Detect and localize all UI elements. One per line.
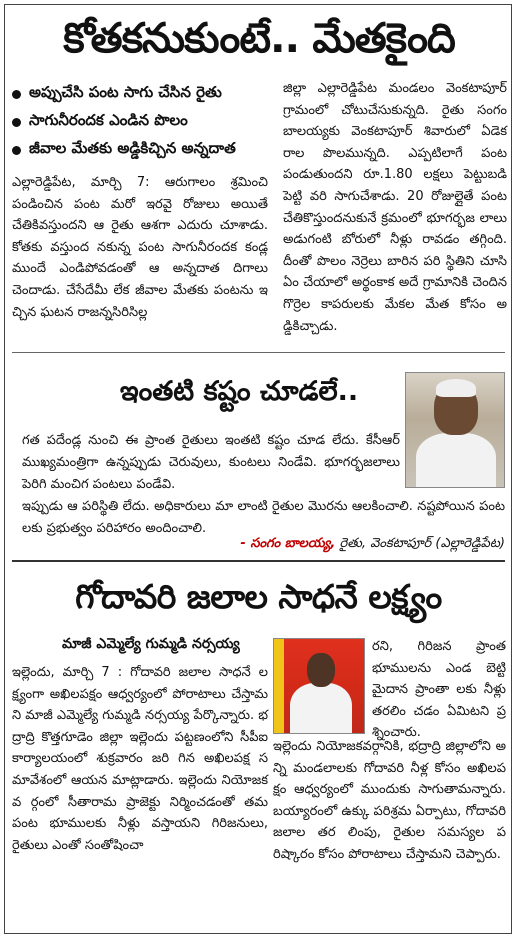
story1-right-column: జిల్లా ఎల్లారెడ్డిపేట మండలం వెంకటాపూర్ గ్రామంలో చోటుచేసుకున్నది. రైతు సంగం బాలయ్యకు వెంకటాపూర్ శివారులో ఏడెక రాల పొలమున్నది. ఎప్పటిలాగే పంట పండుతుందని రూ.1.80 లక్షలు పెట్టుబడి పెట్టి వరి సాగుచేశాడు. 20 రోజుల్లైతే పంట చేతికొస్తుందనుకునే క్రమంలో భూగర్భజ లాలు అడుగంటి బోరులో నీళ్లు రావడం తగ్గింది. దీంతో పొలం నెర్రెలు బారిన పరి స్థితిని చూసి ఏం చేయాలో అర్థంకాక అదే గ్రామానికి చెందిన గొర్రెల కాపరులకు మేకల మేత కోసం అడ్డికిచ్చాడు.	[283, 81, 507, 334]
bullet-text: సాగునీరందక ఎండిన పొలం	[29, 111, 188, 129]
story2-byline: మాజీ ఎమ్మెల్యే గుమ్మడి నర్సయ్య	[62, 636, 240, 652]
story1-left-column: ఎల్లారెడ్డిపేట, మార్చి 7: ఆరుగాలం శ్రమించి పండించిన పంట మరో ఇరవై రోజులు అయితే చేతికివస్తుందని ఆ రైతు ఆశగా ఎదురు చూశాడు. కోతకు వస్తుంద నకున్న పంట సాగునీరందక కండ్ల ముందే ఎండిపోవడంతో ఆ అన్నదాత దిగాలు చెందాడు. చేసేదేమీ లేక జీవాల మేతకు పంటను ఇచ్చిన ఘటన రాజన్నసిరిసిల్ల	[12, 175, 268, 320]
bullet-dot-icon	[12, 118, 21, 127]
divider	[12, 352, 505, 353]
photo-banner	[274, 639, 284, 734]
photo-shirt	[416, 433, 496, 488]
box-headline: ఇంతటి కష్టం చూడలే..	[120, 376, 359, 407]
bullet-item	[12, 80, 270, 108]
bullet-dot-icon	[12, 90, 21, 99]
farmer-photo	[405, 372, 505, 488]
story2-right-column-top: రని, గిరిజన ప్రాంత భూములను ఎండ బెట్టి మైదాన ప్రాంతా లకు నీళ్లు తరలిం చడం ఏమిటని ప్రశ్నించారు.	[372, 639, 506, 741]
photo-hair	[436, 379, 476, 397]
story2-headline: గోదావరి జలాల సాధనే లక్ష్యం	[75, 577, 442, 616]
section-divider	[12, 560, 505, 562]
bullet-text: అప్పుచేసి పంట సాగు చేసిన రైతు	[29, 83, 222, 101]
leader-photo	[273, 638, 365, 734]
story2-right-column-bottom: ఇల్లెందు నియోజకవర్గానికి, భద్రాద్రి జిల్లాలోని అన్ని మండలాలకు గోదావరి నీళ్ల కోసం అఖిలపక్షం ఆధ్వర్యంలో ముందుకు సాగుతామన్నారు. బయ్యారంలో ఉక్కు పరిశ్రమ ఏర్పాటు, గోదావరి జలాల తర లింపు, రైతుల సమస్యల పరిష్కారం కోసం పోరాటాలు చేస్తామని చెప్పారు.	[273, 739, 506, 862]
quote-attribution	[210, 536, 505, 554]
speaker-detail: రైతు, వెంకటాపూర్ (ఎల్లారెడ్డిపేట)	[339, 536, 505, 551]
bullet-item	[12, 136, 270, 164]
bullet-text: జీవాల మేతకు అడ్డికిచ్చిన అన్నదాత	[29, 139, 236, 157]
box-quote-continued: ఇప్పుడు ఆ పరిస్థితి లేదు. అధికారులు మా లాంటి రైతుల మొరను ఆలకించాలి. నష్టపోయిన పంటలకు ప్రభుత్వం పరిహారం అందించాలి.	[22, 499, 505, 536]
photo-face	[307, 653, 335, 687]
bullet-dot-icon	[12, 146, 21, 155]
box-quote: గత పదేండ్ల నుంచి ఈ ప్రాంత రైతులు ఇంతటి కష్టం చూడ లేదు. కేసీఆర్ ముఖ్యమంత్రిగా ఉన్నప్పుడు చెరువులు, కుంటలు నిండేవి. భూగర్భజలాలు పెరిగి మంచిగ పంటలు పండేవి.	[22, 433, 400, 492]
bullet-list	[12, 80, 270, 164]
main-headline: కోతకనుకుంటే.. మేతకైంది	[63, 14, 455, 62]
speaker-name: - సంగం బాలయ్య,	[240, 536, 336, 551]
story2-left-column: ఇల్లెందు, మార్చి 7 : గోదావరి జలాల సాధనే లక్ష్యంగా అఖిలపక్షం ఆధ్వర్యంలో పోరాటాలు చేస్తామని మాజీ ఎమ్మెల్యే గుమ్మడి నర్సయ్య పేర్కొన్నారు. భద్రాద్రి కొత్తగూడెం జిల్లా ఇల్లెందు పట్టణంలోని సీపీఐ కార్యాలయంలో శుక్రవారం జరి గిన అఖిలపక్ష సమావేశంలో ఆయన మాట్లాడారు. ఇల్లెందు నియోజకవ ర్గంలో సీతారామ ప్రాజెక్టు నిర్మించడంతో తమ పంట భూములకు నీళ్లు వస్తాయని గిరిజనులు, రైతులు ఎంతో సంతోషించా	[12, 665, 268, 853]
bullet-item	[12, 108, 270, 136]
photo-shirt	[290, 683, 352, 734]
